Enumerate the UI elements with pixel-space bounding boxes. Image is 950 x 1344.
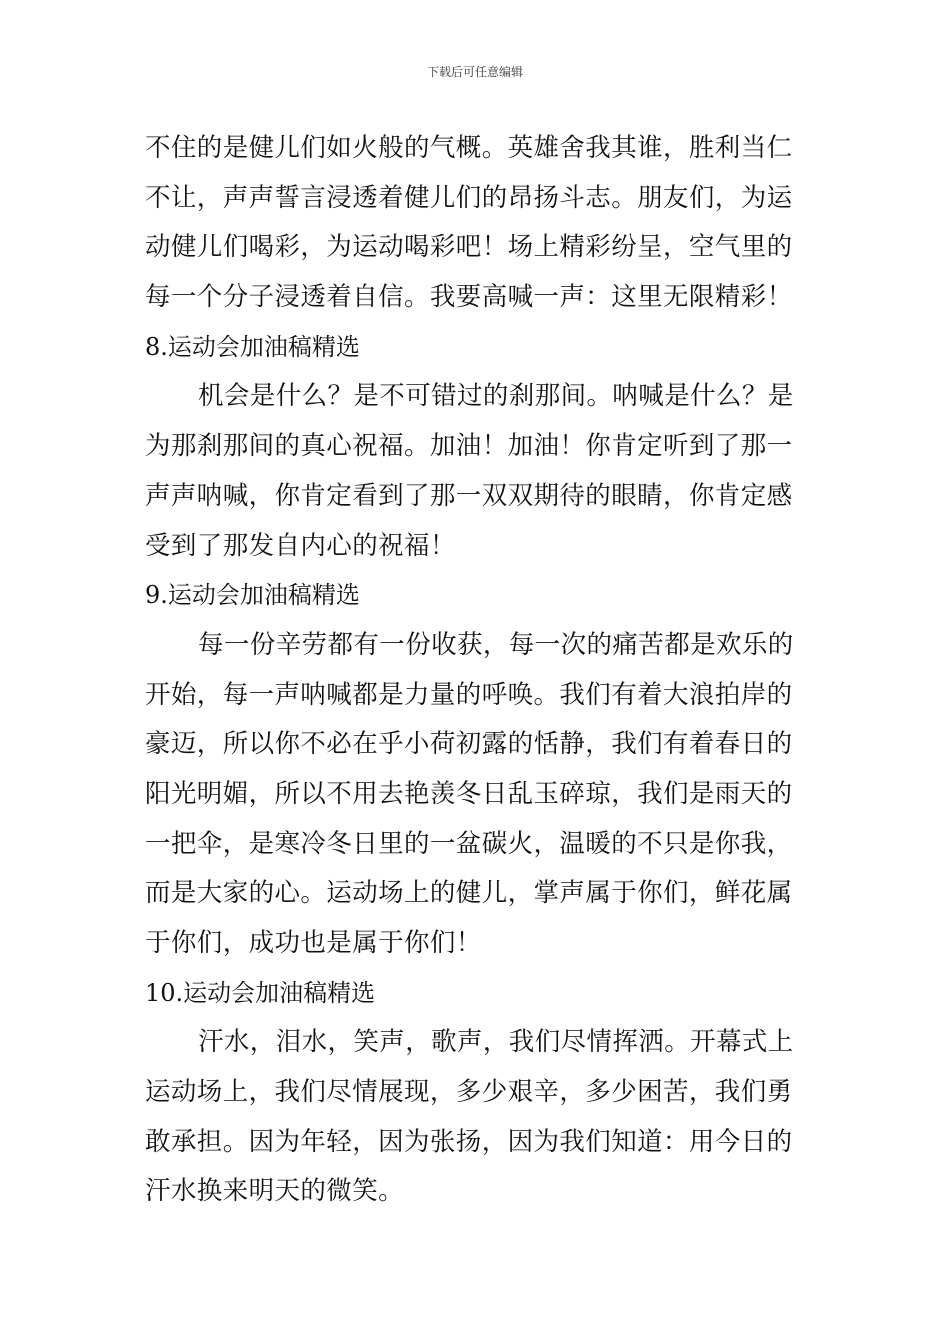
paragraph-line: 阳光明媚，所以不用去艳羡冬日乱玉碎琼，我们是雨天的 bbox=[145, 778, 793, 809]
section-heading: 10.运动会加油稿精选 bbox=[145, 978, 376, 1007]
paragraph-line: 每一个分子浸透着自信。我要高喊一声：这里无限精彩！ bbox=[145, 282, 793, 313]
paragraph-line: 声声呐喊，你肯定看到了那一双双期待的眼睛，你肯定感 bbox=[145, 480, 793, 511]
paragraph-line: 机会是什么？是不可错过的刹那间。呐喊是什么？是 bbox=[198, 381, 794, 412]
document-body bbox=[145, 124, 807, 1217]
paragraph-line: 每一份辛劳都有一份收获，每一次的痛苦都是欢乐的 bbox=[198, 629, 794, 660]
paragraph-line: 不住的是健儿们如火般的气概。英雄舍我其谁，胜利当仁 bbox=[145, 133, 793, 163]
paragraph-line: 开始，每一声呐喊都是力量的呼唤。我们有着大浪拍岸的 bbox=[145, 679, 793, 710]
section-heading: 9.运动会加油稿精选 bbox=[145, 581, 360, 610]
paragraph-line: 为那刹那间的真心祝福。加油！加油！你肯定听到了那一 bbox=[145, 431, 793, 462]
section-heading: 8.运动会加油稿精选 bbox=[145, 332, 360, 361]
paragraph-line: 动健儿们喝彩，为运动喝彩吧！场上精彩纷呈，空气里的 bbox=[145, 232, 793, 263]
paragraph-line: 豪迈，所以你不必在乎小荷初露的恬静，我们有着春日的 bbox=[145, 729, 793, 760]
section-10 bbox=[145, 969, 807, 1217]
section-continuation bbox=[145, 124, 807, 323]
page-header: 下载后可任意编辑 bbox=[426, 65, 523, 79]
paragraph-line: 而是大家的心。运动场上的健儿，掌声属于你们，鲜花属 bbox=[145, 878, 793, 909]
paragraph-line: 受到了那发自内心的祝福！ bbox=[145, 530, 456, 561]
paragraph-line: 一把伞，是寒冷冬日里的一盆碳火，温暖的不只是你我， bbox=[145, 828, 793, 859]
paragraph-line: 于你们，成功也是属于你们！ bbox=[145, 928, 482, 958]
section-8 bbox=[145, 323, 807, 571]
section-9 bbox=[145, 571, 807, 969]
paragraph-line: 敢承担。因为年轻，因为张扬，因为我们知道：用今日的 bbox=[145, 1126, 793, 1157]
paragraph-line: 不让，声声誓言浸透着健儿们的昂扬斗志。朋友们，为运 bbox=[145, 182, 793, 213]
paragraph-line: 运动场上，我们尽情展现，多少艰辛，多少困苦，我们勇 bbox=[145, 1077, 793, 1108]
paragraph-line: 汗水，泪水，笑声，歌声，我们尽情挥洒。开幕式上 bbox=[198, 1027, 794, 1058]
paragraph-line: 汗水换来明天的微笑。 bbox=[145, 1176, 405, 1207]
